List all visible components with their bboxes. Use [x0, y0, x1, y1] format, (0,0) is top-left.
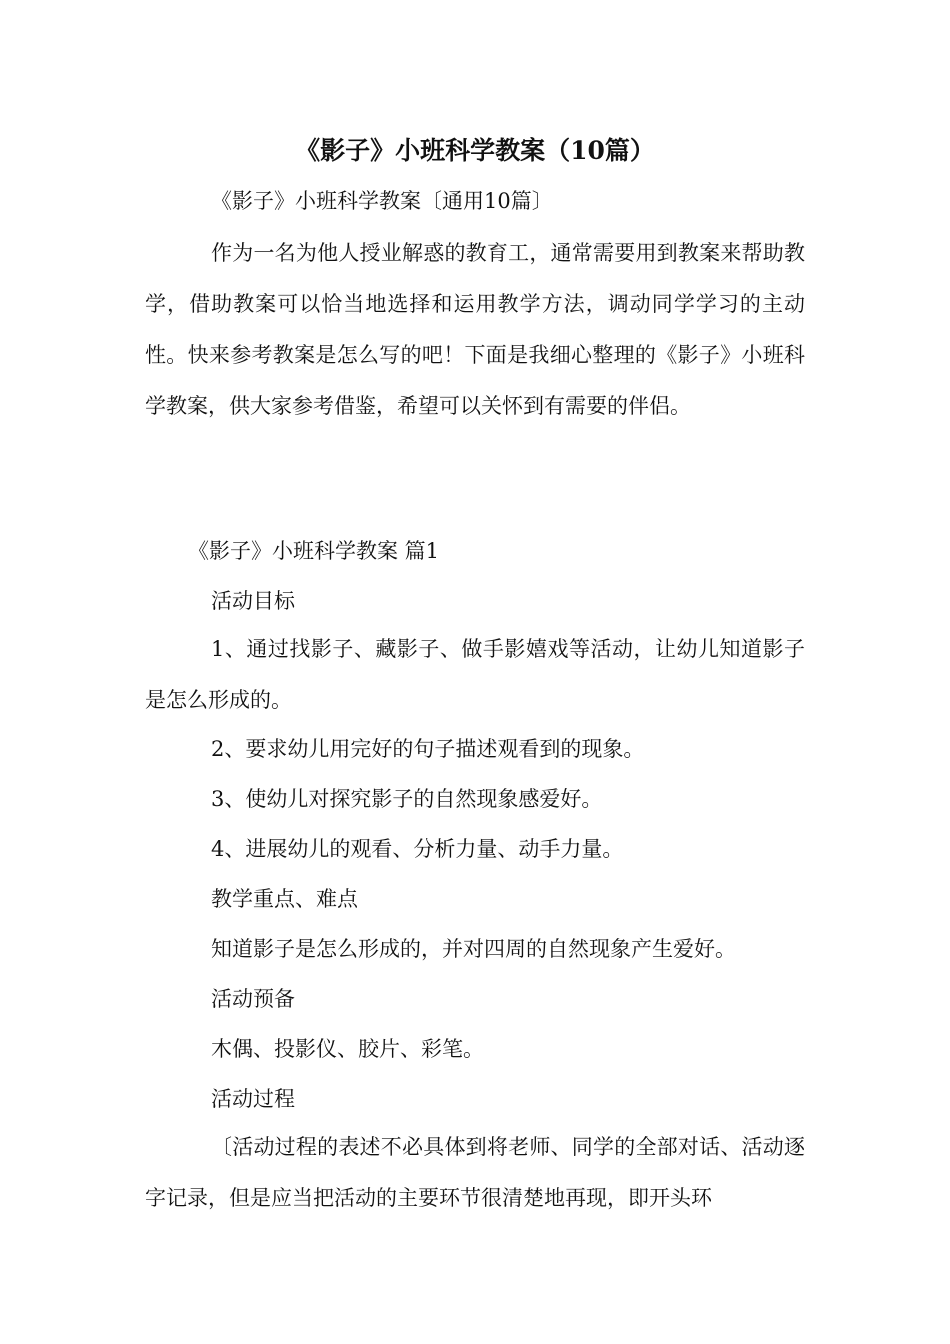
key-points-text: 知道影子是怎么形成的，并对四周的自然现象产生爱好。: [211, 937, 736, 961]
document-subtitle: 《影子》小班科学教案〔通用10篇〕: [211, 189, 553, 213]
prep-text: 木偶、投影仪、胶片、彩笔。: [211, 1037, 484, 1061]
goal-item-3: 3、使幼儿对探究影子的自然现象感爱好。: [211, 787, 603, 811]
key-points-heading: 教学重点、难点: [211, 887, 358, 911]
goal-item-4: 4、进展幼儿的观看、分析力量、动手力量。: [211, 837, 624, 861]
process-heading: 活动过程: [211, 1087, 295, 1111]
goal-item-1: 1、通过找影子、藏影子、做手影嬉戏等活动，让幼儿知道影子是怎么形成的。: [145, 637, 805, 712]
intro-paragraph: 作为一名为他人授业解惑的教育工，通常需要用到教案来帮助教学，借助教案可以恰当地选择和运用教学方法，调动同学学习的主动性。快来参考教案是怎么写的吧！下面是我细心整理的《影子》小班科学教案，供大家参考借鉴，希望可以关怀到有需要的伴侣。: [145, 241, 805, 418]
section-heading: 《影子》小班科学教案 篇1: [188, 539, 440, 563]
document-title: 《影子》小班科学教案（10篇）: [295, 136, 655, 165]
goals-heading: 活动目标: [211, 589, 295, 613]
prep-heading: 活动预备: [211, 987, 295, 1011]
goal-item-2: 2、要求幼儿用完好的句子描述观看到的现象。: [211, 737, 645, 761]
process-paragraph: 〔活动过程的表述不必具体到将老师、同学的全部对话、活动逐字记录，但是应当把活动的主要环节很清楚地再现，即开头环: [145, 1135, 805, 1210]
